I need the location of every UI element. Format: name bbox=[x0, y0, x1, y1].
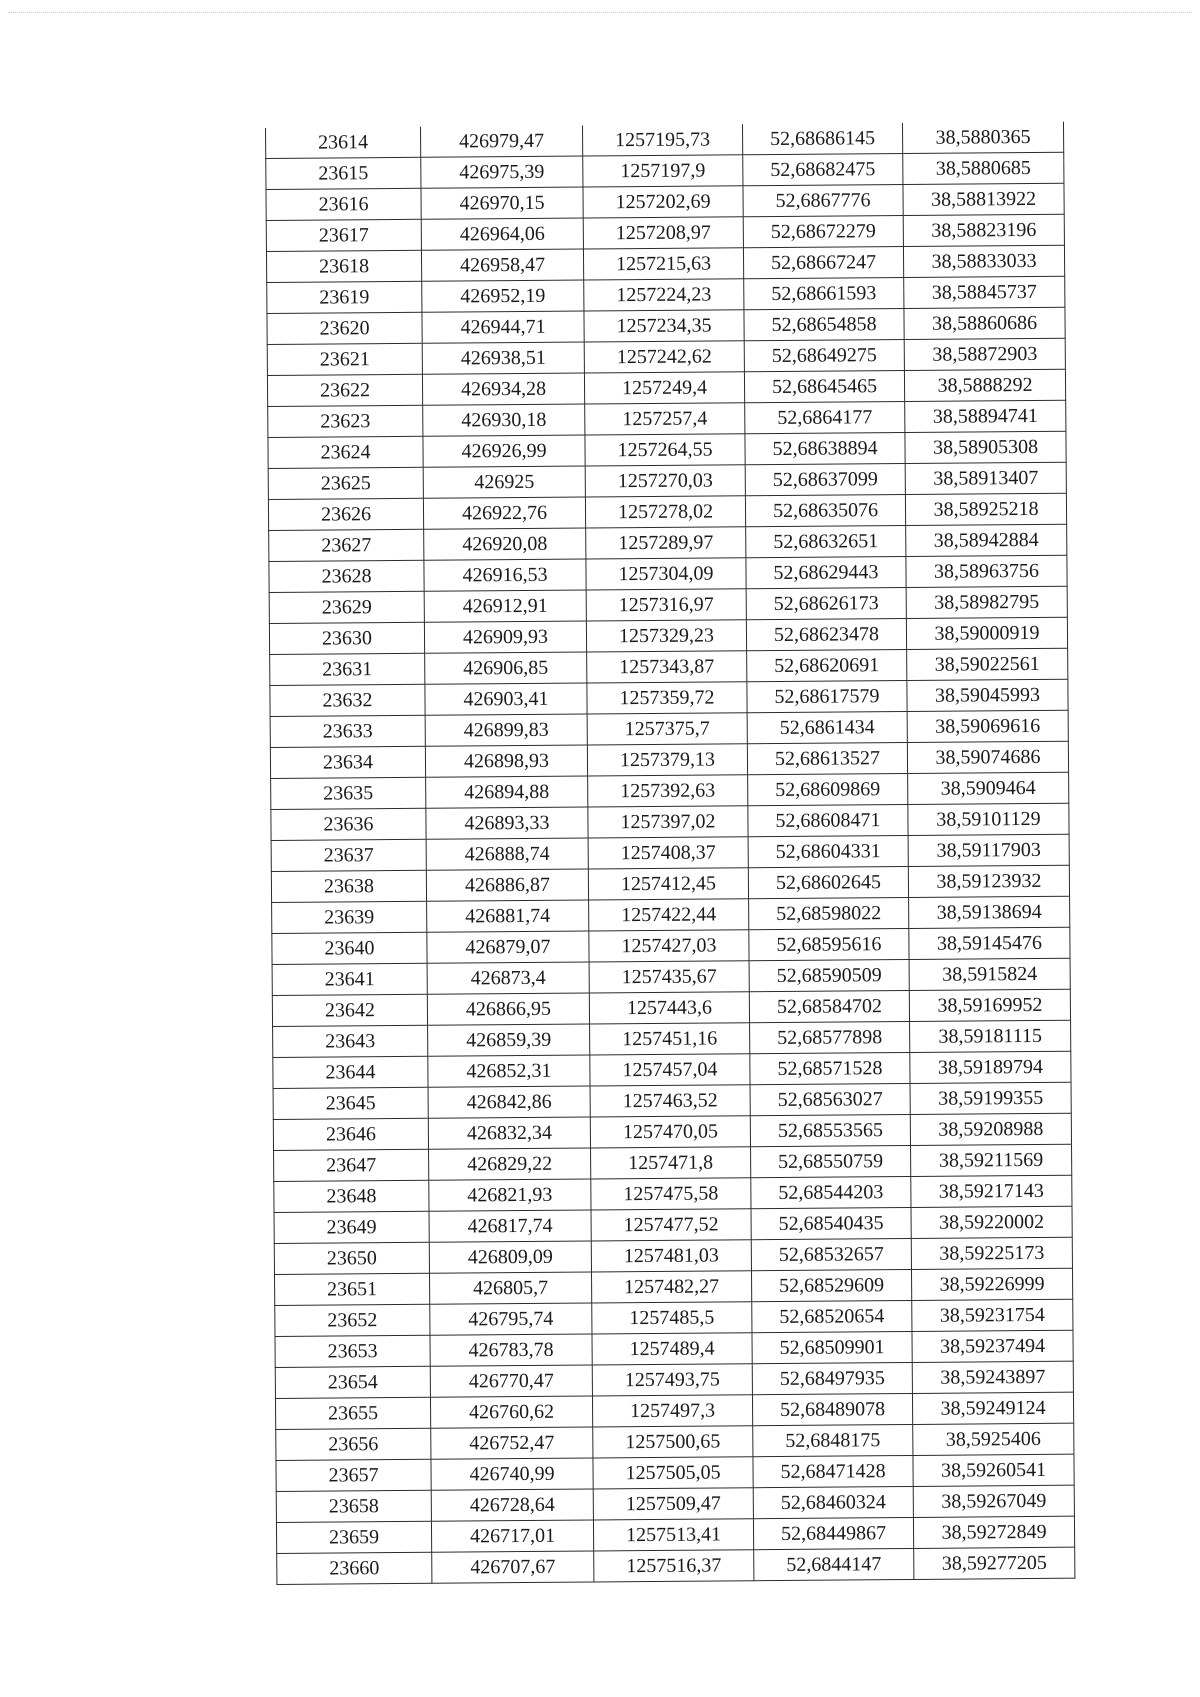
y-coordinate-cell: 1257422,44 bbox=[589, 899, 749, 931]
point-number-cell: 23620 bbox=[267, 312, 422, 344]
latitude-cell: 52,68637099 bbox=[745, 463, 905, 495]
longitude-cell: 38,59045993 bbox=[907, 679, 1068, 711]
latitude-cell: 52,68529609 bbox=[751, 1269, 911, 1301]
x-coordinate-cell: 426832,34 bbox=[428, 1117, 590, 1149]
point-number-cell: 23658 bbox=[276, 1490, 431, 1522]
x-coordinate-cell: 426920,08 bbox=[424, 528, 586, 560]
x-coordinate-cell: 426898,93 bbox=[425, 745, 587, 777]
x-coordinate-cell: 426909,93 bbox=[424, 621, 586, 653]
latitude-cell: 52,68460324 bbox=[753, 1486, 913, 1518]
y-coordinate-cell: 1257379,13 bbox=[587, 744, 747, 776]
latitude-cell: 52,68672279 bbox=[743, 215, 903, 247]
x-coordinate-cell: 426930,18 bbox=[423, 404, 585, 436]
latitude-cell: 52,68623478 bbox=[746, 618, 906, 650]
y-coordinate-cell: 1257249,4 bbox=[584, 372, 744, 404]
y-coordinate-cell: 1257500,65 bbox=[593, 1426, 753, 1458]
point-number-cell: 23654 bbox=[275, 1366, 430, 1398]
longitude-cell: 38,59123932 bbox=[908, 865, 1069, 897]
y-coordinate-cell: 1257509,47 bbox=[593, 1488, 753, 1520]
latitude-cell: 52,6844147 bbox=[754, 1548, 914, 1580]
y-coordinate-cell: 1257435,67 bbox=[589, 961, 749, 993]
point-number-cell: 23619 bbox=[267, 281, 422, 313]
latitude-cell: 52,68613527 bbox=[747, 742, 907, 774]
y-coordinate-cell: 1257375,7 bbox=[587, 713, 747, 745]
y-coordinate-cell: 1257304,09 bbox=[586, 558, 746, 590]
point-number-cell: 23626 bbox=[268, 498, 423, 530]
y-coordinate-cell: 1257489,4 bbox=[592, 1333, 752, 1365]
latitude-cell: 52,68609869 bbox=[748, 773, 908, 805]
y-coordinate-cell: 1257471,8 bbox=[591, 1147, 751, 1179]
point-number-cell: 23627 bbox=[269, 529, 424, 561]
y-coordinate-cell: 1257316,97 bbox=[586, 589, 746, 621]
point-number-cell: 23647 bbox=[274, 1149, 429, 1181]
x-coordinate-cell: 426783,78 bbox=[430, 1334, 592, 1366]
latitude-cell: 52,68654858 bbox=[744, 308, 904, 340]
longitude-cell: 38,59069616 bbox=[907, 710, 1068, 742]
longitude-cell: 38,59220002 bbox=[911, 1206, 1072, 1238]
x-coordinate-cell: 426728,64 bbox=[431, 1489, 593, 1521]
x-coordinate-cell: 426925 bbox=[423, 466, 585, 498]
latitude-cell: 52,68686145 bbox=[742, 123, 902, 155]
latitude-cell: 52,68608471 bbox=[748, 804, 908, 836]
point-number-cell: 23651 bbox=[275, 1273, 430, 1305]
point-number-cell: 23625 bbox=[268, 467, 423, 499]
longitude-cell: 38,59208988 bbox=[910, 1113, 1071, 1145]
x-coordinate-cell: 426916,53 bbox=[424, 559, 586, 591]
longitude-cell: 38,5888292 bbox=[904, 369, 1065, 401]
latitude-cell: 52,68645465 bbox=[744, 370, 904, 402]
longitude-cell: 38,59226999 bbox=[911, 1268, 1072, 1300]
latitude-cell: 52,6848175 bbox=[753, 1424, 913, 1456]
longitude-cell: 38,59249124 bbox=[912, 1392, 1073, 1424]
latitude-cell: 52,68584702 bbox=[749, 990, 909, 1022]
latitude-cell: 52,68449867 bbox=[753, 1517, 913, 1549]
longitude-cell: 38,59145476 bbox=[909, 927, 1070, 959]
latitude-cell: 52,68667247 bbox=[743, 246, 903, 278]
y-coordinate-cell: 1257408,37 bbox=[588, 837, 748, 869]
longitude-cell: 38,5880365 bbox=[902, 122, 1063, 154]
x-coordinate-cell: 426975,39 bbox=[421, 156, 583, 188]
point-number-cell: 23640 bbox=[272, 932, 427, 964]
y-coordinate-cell: 1257195,73 bbox=[582, 124, 742, 156]
longitude-cell: 38,59199355 bbox=[910, 1082, 1071, 1114]
x-coordinate-cell: 426707,67 bbox=[432, 1551, 594, 1583]
x-coordinate-cell: 426873,4 bbox=[427, 962, 589, 994]
y-coordinate-cell: 1257485,5 bbox=[592, 1302, 752, 1334]
latitude-cell: 52,68563027 bbox=[750, 1083, 910, 1115]
x-coordinate-cell: 426979,47 bbox=[420, 126, 582, 158]
y-coordinate-cell: 1257197,9 bbox=[583, 155, 743, 187]
scan-edge-line bbox=[8, 12, 1192, 13]
y-coordinate-cell: 1257481,03 bbox=[591, 1240, 751, 1272]
point-number-cell: 23639 bbox=[272, 901, 427, 933]
latitude-cell: 52,68635076 bbox=[745, 494, 905, 526]
longitude-cell: 38,59000919 bbox=[906, 617, 1067, 649]
point-number-cell: 23621 bbox=[267, 343, 422, 375]
point-number-cell: 23622 bbox=[267, 374, 422, 406]
x-coordinate-cell: 426859,39 bbox=[428, 1024, 590, 1056]
x-coordinate-cell: 426881,74 bbox=[427, 900, 589, 932]
longitude-cell: 38,59189794 bbox=[910, 1051, 1071, 1083]
y-coordinate-cell: 1257463,52 bbox=[590, 1085, 750, 1117]
x-coordinate-cell: 426866,95 bbox=[427, 993, 589, 1025]
latitude-cell: 52,68471428 bbox=[753, 1455, 913, 1487]
latitude-cell: 52,68520654 bbox=[752, 1300, 912, 1332]
y-coordinate-cell: 1257257,4 bbox=[585, 403, 745, 435]
x-coordinate-cell: 426888,74 bbox=[426, 838, 588, 870]
x-coordinate-cell: 426886,87 bbox=[426, 869, 588, 901]
point-number-cell: 23632 bbox=[270, 684, 425, 716]
y-coordinate-cell: 1257505,05 bbox=[593, 1457, 753, 1489]
point-number-cell: 23638 bbox=[271, 870, 426, 902]
x-coordinate-cell: 426903,41 bbox=[425, 683, 587, 715]
longitude-cell: 38,59138694 bbox=[909, 896, 1070, 928]
coordinate-table bbox=[265, 122, 1075, 1585]
longitude-cell: 38,58963756 bbox=[906, 555, 1067, 587]
x-coordinate-cell: 426934,28 bbox=[422, 373, 584, 405]
longitude-cell: 38,59272849 bbox=[913, 1516, 1074, 1548]
longitude-cell: 38,59225173 bbox=[911, 1237, 1072, 1269]
latitude-cell: 52,6867776 bbox=[743, 184, 903, 216]
point-number-cell: 23629 bbox=[269, 591, 424, 623]
longitude-cell: 38,59267049 bbox=[913, 1485, 1074, 1517]
point-number-cell: 23630 bbox=[269, 622, 424, 654]
latitude-cell: 52,68532657 bbox=[751, 1238, 911, 1270]
point-number-cell: 23653 bbox=[275, 1335, 430, 1367]
y-coordinate-cell: 1257329,23 bbox=[586, 620, 746, 652]
x-coordinate-cell: 426752,47 bbox=[431, 1427, 593, 1459]
point-number-cell: 23644 bbox=[273, 1056, 428, 1088]
latitude-cell: 52,68602645 bbox=[748, 866, 908, 898]
x-coordinate-cell: 426879,07 bbox=[427, 931, 589, 963]
longitude-cell: 38,58925218 bbox=[905, 493, 1066, 525]
longitude-cell: 38,5880685 bbox=[903, 152, 1064, 184]
point-number-cell: 23624 bbox=[268, 436, 423, 468]
point-number-cell: 23649 bbox=[274, 1211, 429, 1243]
point-number-cell: 23636 bbox=[271, 808, 426, 840]
longitude-cell: 38,5909464 bbox=[908, 772, 1069, 804]
longitude-cell: 38,59243897 bbox=[912, 1361, 1073, 1393]
longitude-cell: 38,59237494 bbox=[912, 1330, 1073, 1362]
latitude-cell: 52,68553565 bbox=[750, 1114, 910, 1146]
point-number-cell: 23637 bbox=[271, 839, 426, 871]
longitude-cell: 38,58894741 bbox=[905, 400, 1066, 432]
x-coordinate-cell: 426852,31 bbox=[428, 1055, 590, 1087]
longitude-cell: 38,58913407 bbox=[905, 462, 1066, 494]
longitude-cell: 38,59022561 bbox=[907, 648, 1068, 680]
longitude-cell: 38,58813922 bbox=[903, 183, 1064, 215]
x-coordinate-cell: 426912,91 bbox=[424, 590, 586, 622]
latitude-cell: 52,68497935 bbox=[752, 1362, 912, 1394]
point-number-cell: 23615 bbox=[266, 157, 421, 189]
longitude-cell: 38,5915824 bbox=[909, 958, 1070, 990]
latitude-cell: 52,68661593 bbox=[744, 277, 904, 309]
latitude-cell: 52,68682475 bbox=[743, 153, 903, 185]
x-coordinate-cell: 426809,09 bbox=[429, 1241, 591, 1273]
point-number-cell: 23616 bbox=[266, 188, 421, 220]
y-coordinate-cell: 1257264,55 bbox=[585, 434, 745, 466]
y-coordinate-cell: 1257477,52 bbox=[591, 1209, 751, 1241]
longitude-cell: 38,58905308 bbox=[905, 431, 1066, 463]
y-coordinate-cell: 1257475,58 bbox=[591, 1178, 751, 1210]
latitude-cell: 52,6861434 bbox=[747, 711, 907, 743]
y-coordinate-cell: 1257270,03 bbox=[585, 465, 745, 497]
y-coordinate-cell: 1257278,02 bbox=[585, 496, 745, 528]
latitude-cell: 52,68509901 bbox=[752, 1331, 912, 1363]
latitude-cell: 52,68489078 bbox=[752, 1393, 912, 1425]
longitude-cell: 38,58982795 bbox=[906, 586, 1067, 618]
x-coordinate-cell: 426740,99 bbox=[431, 1458, 593, 1490]
x-coordinate-cell: 426922,76 bbox=[423, 497, 585, 529]
longitude-cell: 38,59217143 bbox=[911, 1175, 1072, 1207]
latitude-cell: 52,68595616 bbox=[749, 928, 909, 960]
point-number-cell: 23623 bbox=[268, 405, 423, 437]
y-coordinate-cell: 1257457,04 bbox=[590, 1054, 750, 1086]
y-coordinate-cell: 1257397,02 bbox=[588, 806, 748, 838]
longitude-cell: 38,58942884 bbox=[906, 524, 1067, 556]
latitude-cell: 52,68632651 bbox=[746, 525, 906, 557]
y-coordinate-cell: 1257359,72 bbox=[587, 682, 747, 714]
longitude-cell: 38,59181115 bbox=[910, 1020, 1071, 1052]
y-coordinate-cell: 1257289,97 bbox=[586, 527, 746, 559]
latitude-cell: 52,68598022 bbox=[749, 897, 909, 929]
latitude-cell: 52,68590509 bbox=[749, 959, 909, 991]
point-number-cell: 23659 bbox=[276, 1521, 431, 1553]
x-coordinate-cell: 426805,7 bbox=[429, 1272, 591, 1304]
x-coordinate-cell: 426926,99 bbox=[423, 435, 585, 467]
longitude-cell: 38,58860686 bbox=[904, 307, 1065, 339]
y-coordinate-cell: 1257451,16 bbox=[590, 1023, 750, 1055]
x-coordinate-cell: 426717,01 bbox=[431, 1520, 593, 1552]
latitude-cell: 52,68544203 bbox=[751, 1176, 911, 1208]
y-coordinate-cell: 1257234,35 bbox=[584, 310, 744, 342]
x-coordinate-cell: 426944,71 bbox=[422, 311, 584, 343]
x-coordinate-cell: 426770,47 bbox=[430, 1365, 592, 1397]
longitude-cell: 38,58872903 bbox=[904, 338, 1065, 370]
x-coordinate-cell: 426894,88 bbox=[426, 776, 588, 808]
latitude-cell: 52,68571528 bbox=[750, 1052, 910, 1084]
point-number-cell: 23657 bbox=[276, 1459, 431, 1491]
coordinate-table-body bbox=[265, 122, 1074, 1585]
latitude-cell: 52,68629443 bbox=[746, 556, 906, 588]
x-coordinate-cell: 426817,74 bbox=[429, 1210, 591, 1242]
y-coordinate-cell: 1257497,3 bbox=[592, 1395, 752, 1427]
latitude-cell: 52,68550759 bbox=[751, 1145, 911, 1177]
x-coordinate-cell: 426795,74 bbox=[430, 1303, 592, 1335]
y-coordinate-cell: 1257202,69 bbox=[583, 186, 743, 218]
point-number-cell: 23641 bbox=[272, 963, 427, 995]
x-coordinate-cell: 426893,33 bbox=[426, 807, 588, 839]
point-number-cell: 23650 bbox=[274, 1242, 429, 1274]
point-number-cell: 23617 bbox=[266, 219, 421, 251]
x-coordinate-cell: 426829,22 bbox=[429, 1148, 591, 1180]
latitude-cell: 52,68620691 bbox=[747, 649, 907, 681]
longitude-cell: 38,58833033 bbox=[903, 245, 1064, 277]
longitude-cell: 38,59074686 bbox=[907, 741, 1068, 773]
point-number-cell: 23643 bbox=[273, 1025, 428, 1057]
y-coordinate-cell: 1257242,62 bbox=[584, 341, 744, 373]
y-coordinate-cell: 1257516,37 bbox=[594, 1550, 754, 1582]
longitude-cell: 38,59101129 bbox=[908, 803, 1069, 835]
longitude-cell: 38,59169952 bbox=[909, 989, 1070, 1021]
point-number-cell: 23633 bbox=[270, 715, 425, 747]
y-coordinate-cell: 1257493,75 bbox=[592, 1364, 752, 1396]
point-number-cell: 23645 bbox=[273, 1087, 428, 1119]
point-number-cell: 23614 bbox=[265, 127, 420, 159]
y-coordinate-cell: 1257443,6 bbox=[589, 992, 749, 1024]
x-coordinate-cell: 426952,19 bbox=[422, 280, 584, 312]
point-number-cell: 23660 bbox=[277, 1552, 432, 1584]
point-number-cell: 23618 bbox=[266, 250, 421, 282]
point-number-cell: 23631 bbox=[270, 653, 425, 685]
latitude-cell: 52,68577898 bbox=[750, 1021, 910, 1053]
x-coordinate-cell: 426842,86 bbox=[428, 1086, 590, 1118]
latitude-cell: 52,68649275 bbox=[744, 339, 904, 371]
latitude-cell: 52,68604331 bbox=[748, 835, 908, 867]
x-coordinate-cell: 426938,51 bbox=[422, 342, 584, 374]
longitude-cell: 38,58845737 bbox=[904, 276, 1065, 308]
point-number-cell: 23634 bbox=[270, 746, 425, 778]
point-number-cell: 23635 bbox=[271, 777, 426, 809]
y-coordinate-cell: 1257470,05 bbox=[590, 1116, 750, 1148]
point-number-cell: 23646 bbox=[273, 1118, 428, 1150]
longitude-cell: 38,5925406 bbox=[913, 1423, 1074, 1455]
x-coordinate-cell: 426964,06 bbox=[421, 218, 583, 250]
y-coordinate-cell: 1257208,97 bbox=[583, 217, 743, 249]
point-number-cell: 23656 bbox=[276, 1428, 431, 1460]
y-coordinate-cell: 1257482,27 bbox=[591, 1271, 751, 1303]
table-row bbox=[277, 1547, 1075, 1584]
latitude-cell: 52,68638894 bbox=[745, 432, 905, 464]
longitude-cell: 38,58823196 bbox=[903, 214, 1064, 246]
y-coordinate-cell: 1257427,03 bbox=[589, 930, 749, 962]
latitude-cell: 52,68626173 bbox=[746, 587, 906, 619]
point-number-cell: 23642 bbox=[272, 994, 427, 1026]
y-coordinate-cell: 1257513,41 bbox=[593, 1519, 753, 1551]
longitude-cell: 38,59260541 bbox=[913, 1454, 1074, 1486]
x-coordinate-cell: 426760,62 bbox=[430, 1396, 592, 1428]
x-coordinate-cell: 426821,93 bbox=[429, 1179, 591, 1211]
y-coordinate-cell: 1257343,87 bbox=[587, 651, 747, 683]
x-coordinate-cell: 426906,85 bbox=[425, 652, 587, 684]
x-coordinate-cell: 426958,47 bbox=[421, 249, 583, 281]
point-number-cell: 23648 bbox=[274, 1180, 429, 1212]
longitude-cell: 38,59117903 bbox=[908, 834, 1069, 866]
point-number-cell: 23628 bbox=[269, 560, 424, 592]
latitude-cell: 52,68617579 bbox=[747, 680, 907, 712]
longitude-cell: 38,59211569 bbox=[911, 1144, 1072, 1176]
longitude-cell: 38,59231754 bbox=[912, 1299, 1073, 1331]
y-coordinate-cell: 1257412,45 bbox=[588, 868, 748, 900]
y-coordinate-cell: 1257215,63 bbox=[583, 248, 743, 280]
y-coordinate-cell: 1257392,63 bbox=[588, 775, 748, 807]
x-coordinate-cell: 426899,83 bbox=[425, 714, 587, 746]
point-number-cell: 23655 bbox=[275, 1397, 430, 1429]
latitude-cell: 52,6864177 bbox=[745, 401, 905, 433]
longitude-cell: 38,59277205 bbox=[914, 1547, 1075, 1579]
point-number-cell: 23652 bbox=[275, 1304, 430, 1336]
y-coordinate-cell: 1257224,23 bbox=[584, 279, 744, 311]
x-coordinate-cell: 426970,15 bbox=[421, 187, 583, 219]
latitude-cell: 52,68540435 bbox=[751, 1207, 911, 1239]
